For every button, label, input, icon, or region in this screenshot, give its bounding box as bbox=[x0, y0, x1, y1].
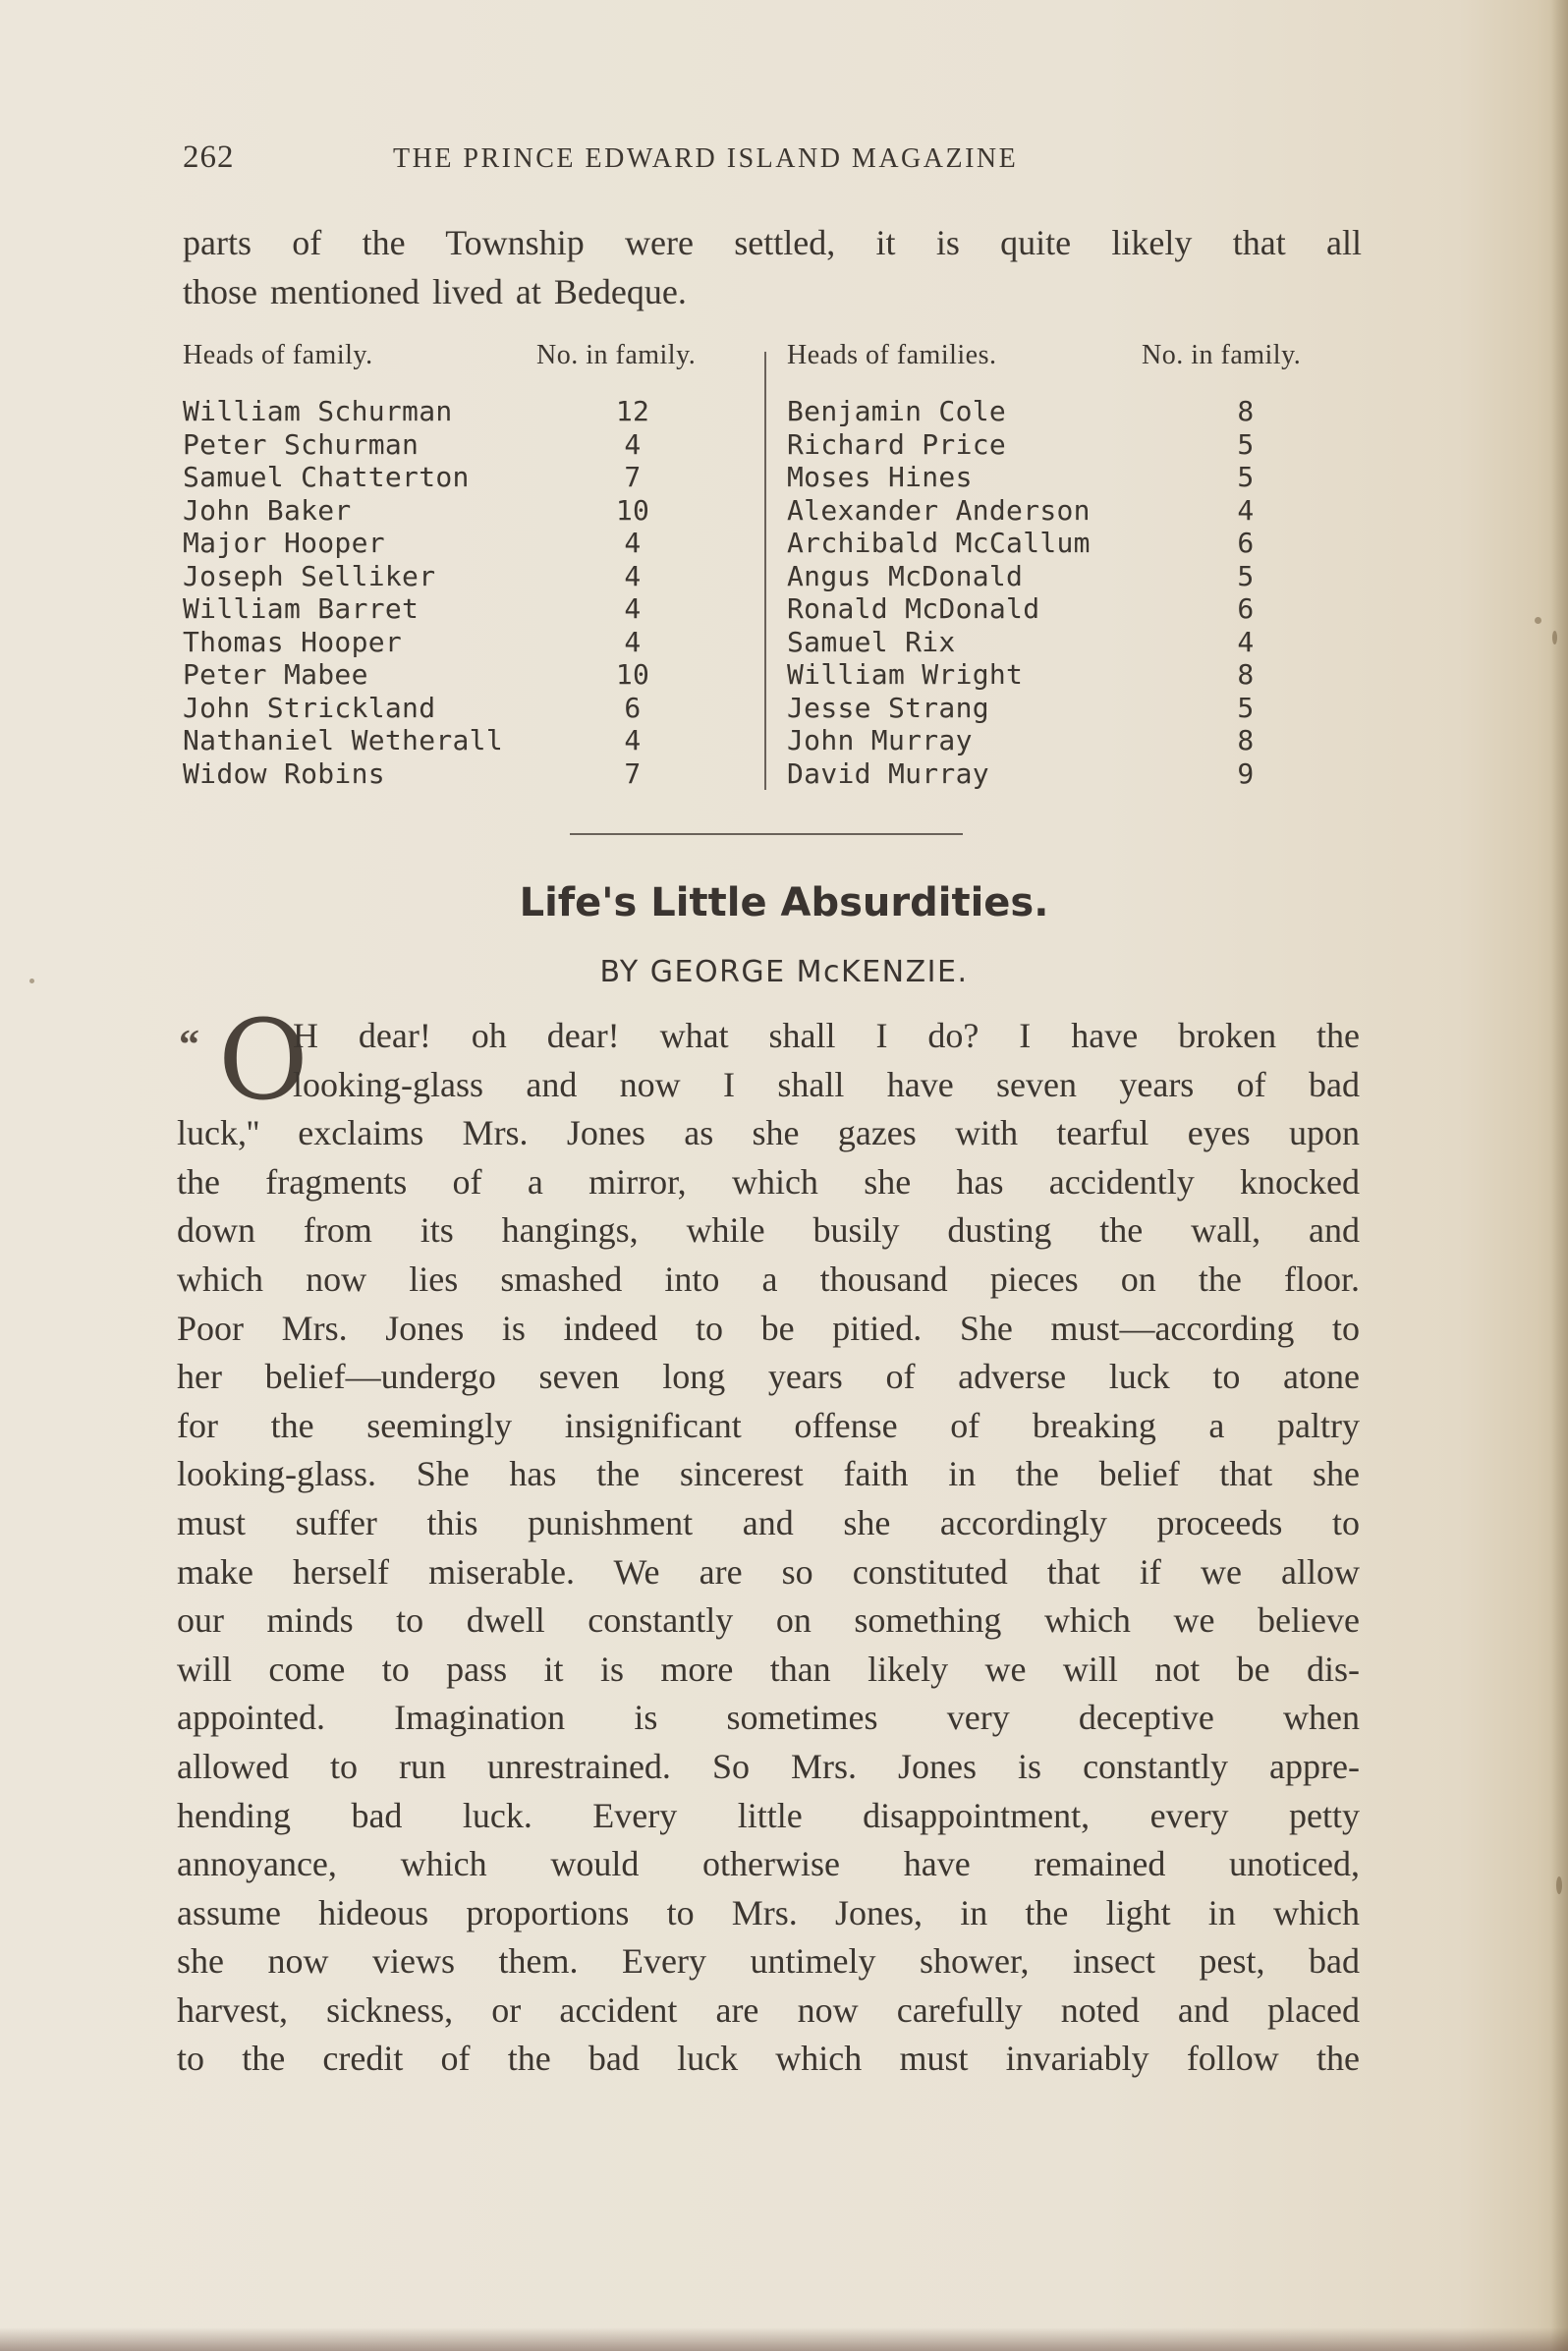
article-line: looking-glass and now I shall have seven years of bad bbox=[293, 1064, 1360, 1104]
paper-spot bbox=[1535, 617, 1541, 624]
article-line: our minds to dwell constantly on something which we believe bbox=[177, 1600, 1360, 1641]
article-line: Poor Mrs. Jones is indeed to be pitied. She must—according to bbox=[177, 1308, 1360, 1348]
table-count-cell: 8 bbox=[1237, 658, 1255, 691]
page-bottom-edge bbox=[0, 2327, 1568, 2351]
table-count-cell: 5 bbox=[1237, 427, 1255, 461]
table-name-cell: Joseph Selliker bbox=[183, 559, 436, 592]
article-title: Life's Little Absurdities. bbox=[519, 880, 1049, 925]
article-line: down from its hangings, while busily dusting the wall, and bbox=[177, 1210, 1360, 1251]
table-name-cell: William Schurman bbox=[183, 395, 453, 427]
table-name-cell: Moses Hines bbox=[787, 461, 973, 493]
table-name-cell: Archibald McCallum bbox=[787, 527, 1091, 559]
article-line: make herself miserable. We are so constituted that if we allow bbox=[177, 1551, 1360, 1592]
table-count-cell: 7 bbox=[624, 461, 642, 493]
table-count-cell: 8 bbox=[1237, 395, 1255, 427]
table-name-cell: Peter Schurman bbox=[183, 427, 420, 461]
table-header-right-count: No. in family. bbox=[1142, 340, 1302, 370]
table-name-cell: Thomas Hooper bbox=[183, 625, 403, 658]
table-count-cell: 4 bbox=[624, 559, 642, 592]
intro-line: those mentioned lived at Bedeque. bbox=[183, 272, 687, 311]
table-name-cell: Nathaniel Wetherall bbox=[183, 724, 503, 756]
table-name-cell: William Wright bbox=[787, 658, 1024, 691]
article-line: for the seemingly insignificant offense of breaking a paltry bbox=[177, 1405, 1360, 1445]
article-line: appointed. Imagination is sometimes very deceptive when bbox=[177, 1698, 1360, 1738]
paper-spot bbox=[1552, 631, 1557, 644]
table-right-names bbox=[787, 395, 1121, 790]
table-count-cell: 7 bbox=[624, 756, 642, 790]
article-line: allowed to run unrestrained. So Mrs. Jones is constantly appre- bbox=[177, 1746, 1360, 1786]
article-line: harvest, sickness, or accident are now carefully noted and placed bbox=[177, 1989, 1360, 2030]
intro-paragraph bbox=[183, 218, 1362, 316]
article-line: annoyance, which would otherwise have remained unoticed, bbox=[177, 1844, 1360, 1884]
table-name-cell: Peter Mabee bbox=[183, 658, 368, 691]
article-line: her belief—undergo seven long years of adverse luck to atone bbox=[177, 1357, 1360, 1397]
article-line: looking-glass. She has the sincerest faith in the belief that she bbox=[177, 1454, 1360, 1494]
drop-cap: O bbox=[218, 997, 308, 1125]
table-name-cell: John Strickland bbox=[183, 691, 436, 724]
table-name-cell: John Murray bbox=[787, 724, 973, 756]
table-count-cell: 6 bbox=[1237, 527, 1255, 559]
table-count-cell: 12 bbox=[615, 395, 650, 427]
article-line: assume hideous proportions to Mrs. Jones, in the light in which bbox=[177, 1892, 1360, 1932]
table-header-right-name: Heads of families. bbox=[787, 340, 997, 370]
table-right-counts bbox=[1206, 395, 1285, 790]
article-line: she now views them. Every untimely shower, insect pest, bad bbox=[177, 1941, 1360, 1982]
opening-quote: “ bbox=[179, 1023, 199, 1068]
table-count-cell: 10 bbox=[615, 658, 650, 691]
table-count-cell: 4 bbox=[624, 427, 642, 461]
page-edge-shadow bbox=[1550, 0, 1568, 2351]
table-name-cell: Benjamin Cole bbox=[787, 395, 1007, 427]
table-count-cell: 5 bbox=[1237, 559, 1255, 592]
table-header-left-count: No. in family. bbox=[536, 340, 697, 370]
table-name-cell: Ronald McDonald bbox=[787, 592, 1040, 625]
table-count-cell: 4 bbox=[1237, 625, 1255, 658]
table-count-cell: 4 bbox=[624, 724, 642, 756]
table-name-cell: Samuel Chatterton bbox=[183, 461, 470, 493]
article-line: hending bad luck. Every little disappointment, every petty bbox=[177, 1795, 1360, 1835]
table-count-cell: 8 bbox=[1237, 724, 1255, 756]
table-name-cell: Major Hooper bbox=[183, 527, 385, 559]
table-name-cell: John Baker bbox=[183, 493, 352, 527]
intro-line: parts of the Township were settled, it is quite likely that all bbox=[183, 223, 1362, 262]
table-count-cell: 9 bbox=[1237, 756, 1255, 790]
paper-spot bbox=[1556, 1876, 1562, 1894]
table-count-cell: 4 bbox=[1237, 493, 1255, 527]
article-line: which now lies smashed into a thousand pieces on the floor. bbox=[177, 1259, 1360, 1299]
page-number: 262 bbox=[183, 140, 235, 175]
table-count-cell: 5 bbox=[1237, 461, 1255, 493]
page-header bbox=[183, 140, 1362, 179]
table-count-cell: 4 bbox=[624, 625, 642, 658]
table-divider bbox=[764, 352, 766, 790]
article-line: luck,'' exclaims Mrs. Jones as she gazes with tearful eyes upon bbox=[177, 1113, 1360, 1153]
table-name-cell: Widow Robins bbox=[183, 756, 385, 790]
table-name-cell: Alexander Anderson bbox=[787, 493, 1091, 527]
table-header-left-name: Heads of family. bbox=[183, 340, 373, 370]
article-line: will come to pass it is more than likely we will not be dis- bbox=[177, 1649, 1360, 1689]
table-count-cell: 4 bbox=[624, 592, 642, 625]
table-left-names bbox=[183, 395, 517, 790]
article-byline: BY GEORGE McKENZIE. bbox=[599, 955, 969, 989]
table-count-cell: 6 bbox=[1237, 592, 1255, 625]
table-count-cell: 4 bbox=[624, 527, 642, 559]
article-line: the fragments of a mirror, which she has accidently knocked bbox=[177, 1161, 1360, 1202]
table-count-cell: 10 bbox=[615, 493, 650, 527]
table-name-cell: William Barret bbox=[183, 592, 420, 625]
table-name-cell: Richard Price bbox=[787, 427, 1007, 461]
table-left-counts bbox=[593, 395, 672, 790]
table-name-cell: David Murray bbox=[787, 756, 989, 790]
table-count-cell: 5 bbox=[1237, 691, 1255, 724]
section-rule bbox=[570, 833, 963, 835]
running-title: THE PRINCE EDWARD ISLAND MAGAZINE bbox=[393, 143, 1019, 174]
table-name-cell: Samuel Rix bbox=[787, 625, 956, 658]
table-name-cell: Angus McDonald bbox=[787, 559, 1024, 592]
article-body bbox=[177, 997, 1360, 2084]
table-count-cell: 6 bbox=[624, 691, 642, 724]
article-line: H dear! oh dear! what shall I do? I have broken the bbox=[293, 1016, 1360, 1055]
article-line: must suffer this punishment and she accordingly proceeds to bbox=[177, 1502, 1360, 1542]
table-name-cell: Jesse Strang bbox=[787, 691, 989, 724]
article-line: to the credit of the bad luck which must invariably follow the bbox=[177, 2039, 1360, 2079]
